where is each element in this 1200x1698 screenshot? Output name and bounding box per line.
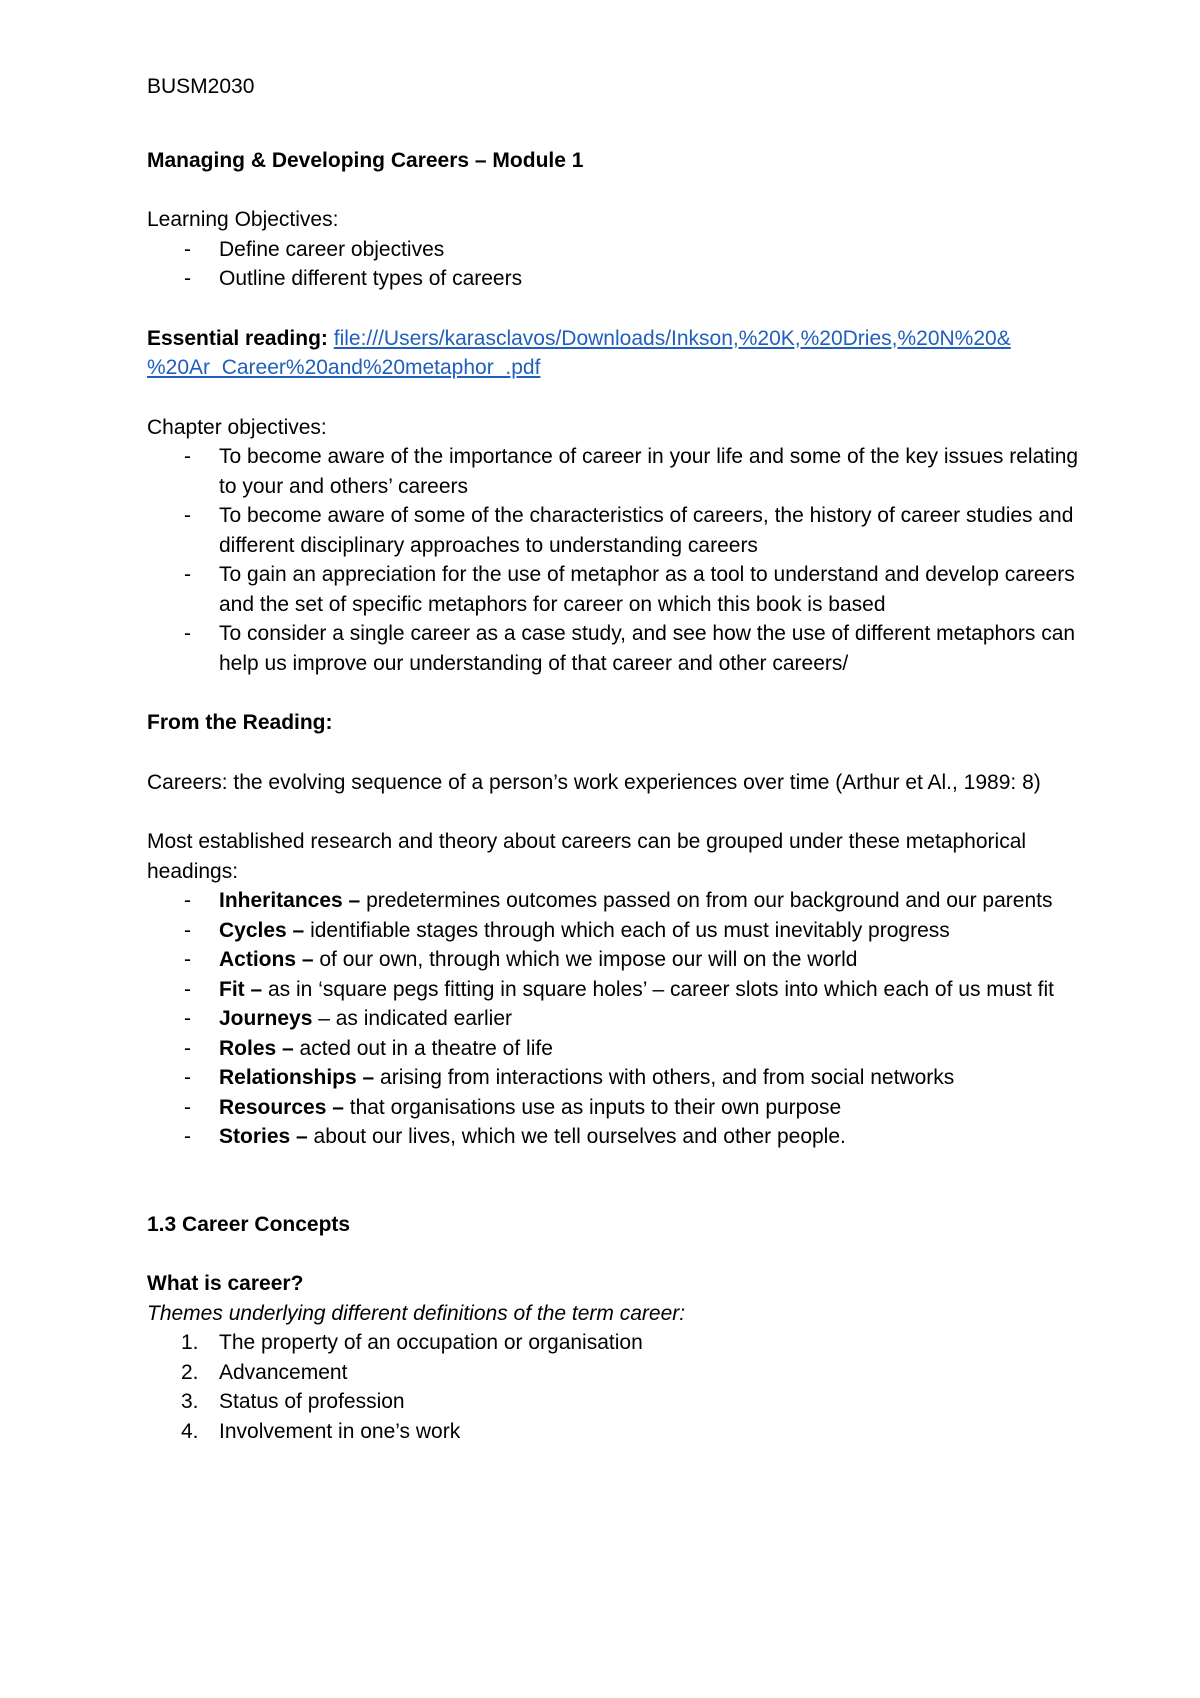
link-text-line2: %20Ar_Career%20and%20metaphor_.pdf: [147, 356, 541, 379]
list-item: - Outline different types of careers: [147, 264, 1080, 294]
list-item: [147, 916, 1080, 946]
metaphor-desc: as in ‘square pegs fitting in square holes’ – career slots into which each of us must fit: [262, 977, 1054, 1001]
metaphor-term: Resources –: [219, 1095, 344, 1119]
metaphor-desc: about our lives, which we tell ourselves and other people.: [307, 1125, 846, 1148]
list-item: - To gain an appreciation for the use of metaphor as a tool to understand and develop careers and the set of specific metaphors for career on which this book is based: [147, 560, 1080, 619]
careers-definition: Careers: the evolving sequence of a person’s work experiences over time (Arthur et Al., 1989: 8): [147, 770, 1041, 794]
themes-list: [147, 1328, 1080, 1446]
metaphors-list: [147, 886, 1080, 1152]
metaphor-desc: acted out in a theatre of life: [293, 1036, 553, 1060]
list-number: 1.: [181, 1331, 199, 1354]
theme-text: The property of an occupation or organisation: [219, 1331, 643, 1354]
list-item: - To consider a single career as a case study, and see how the use of different metaphors can help us improve our understanding of that career and other careers/: [147, 619, 1080, 678]
metaphor-term: Relationships –: [219, 1066, 375, 1089]
theme-text: Involvement in one’s work: [219, 1419, 461, 1443]
list-item: [147, 1358, 1080, 1388]
metaphor-term: Actions –: [219, 948, 314, 971]
theme-text: Advancement: [219, 1360, 348, 1384]
metaphor-desc: that organisations use as inputs to their own purpose: [343, 1095, 842, 1119]
metaphor-desc: arising from interactions with others, and from social networks: [374, 1066, 955, 1089]
list-number: 2.: [181, 1360, 199, 1384]
list-item: [147, 1034, 1080, 1064]
link-text-line1: file:///Users/karasclavos/Downloads/Inkson,%20K,%20Dries,%20N%20&: [333, 326, 1011, 350]
metaphor-term: Fit –: [219, 977, 263, 1001]
list-number: 3.: [181, 1390, 199, 1413]
learning-objectives-heading: Learning Objectives:: [147, 208, 339, 231]
metaphor-desc: identifiable stages through which each of us must inevitably progress: [304, 918, 950, 942]
metaphor-term: Journeys: [219, 1007, 313, 1030]
list-item: - To become aware of the importance of career in your life and some of the key issues relating to your and others’ careers: [147, 442, 1080, 501]
from-reading-heading: From the Reading:: [147, 711, 333, 734]
metaphors-intro: Most established research and theory about careers can be grouped under these metaphorical headings:: [147, 830, 1027, 883]
list-item: [147, 1004, 1080, 1034]
themes-intro: Themes underlying different definitions of the term career:: [147, 1301, 686, 1325]
list-item: - Define career objectives: [147, 235, 1080, 265]
chapter-objectives-list: [147, 442, 1080, 678]
essential-reading: [147, 324, 1080, 383]
list-number: 4.: [181, 1419, 199, 1443]
list-item: [147, 1387, 1080, 1417]
course-code: BUSM2030: [147, 75, 255, 98]
metaphor-term: Stories –: [219, 1125, 308, 1148]
metaphor-desc: predetermines outcomes passed on from our background and our parents: [360, 889, 1053, 912]
metaphor-desc: of our own, through which we impose our will on the world: [313, 948, 858, 971]
theme-text: Status of profession: [219, 1390, 405, 1413]
chapter-objectives-heading: Chapter objectives:: [147, 415, 327, 439]
list-item: [147, 886, 1080, 916]
list-item: [147, 1122, 1080, 1152]
what-is-career-heading: What is career?: [147, 1272, 304, 1295]
list-item: [147, 975, 1080, 1005]
essential-reading-label: Essential reading:: [147, 326, 328, 350]
list-item: [147, 1093, 1080, 1123]
metaphor-term: Roles –: [219, 1036, 294, 1060]
list-item: [147, 945, 1080, 975]
learning-objectives-list: [147, 235, 1080, 294]
list-item: [147, 1063, 1080, 1093]
list-item: [147, 1417, 1080, 1447]
metaphor-term: Inheritances –: [219, 889, 361, 912]
career-concepts-heading: 1.3 Career Concepts: [147, 1212, 351, 1236]
metaphor-term: Cycles –: [219, 918, 305, 942]
list-item: - To become aware of some of the characteristics of careers, the history of career studies and different disciplinary approaches to understanding careers: [147, 501, 1080, 560]
metaphor-desc: – as indicated earlier: [312, 1007, 512, 1030]
page-title: Managing & Developing Careers – Module 1: [147, 148, 584, 172]
list-item: [147, 1328, 1080, 1358]
